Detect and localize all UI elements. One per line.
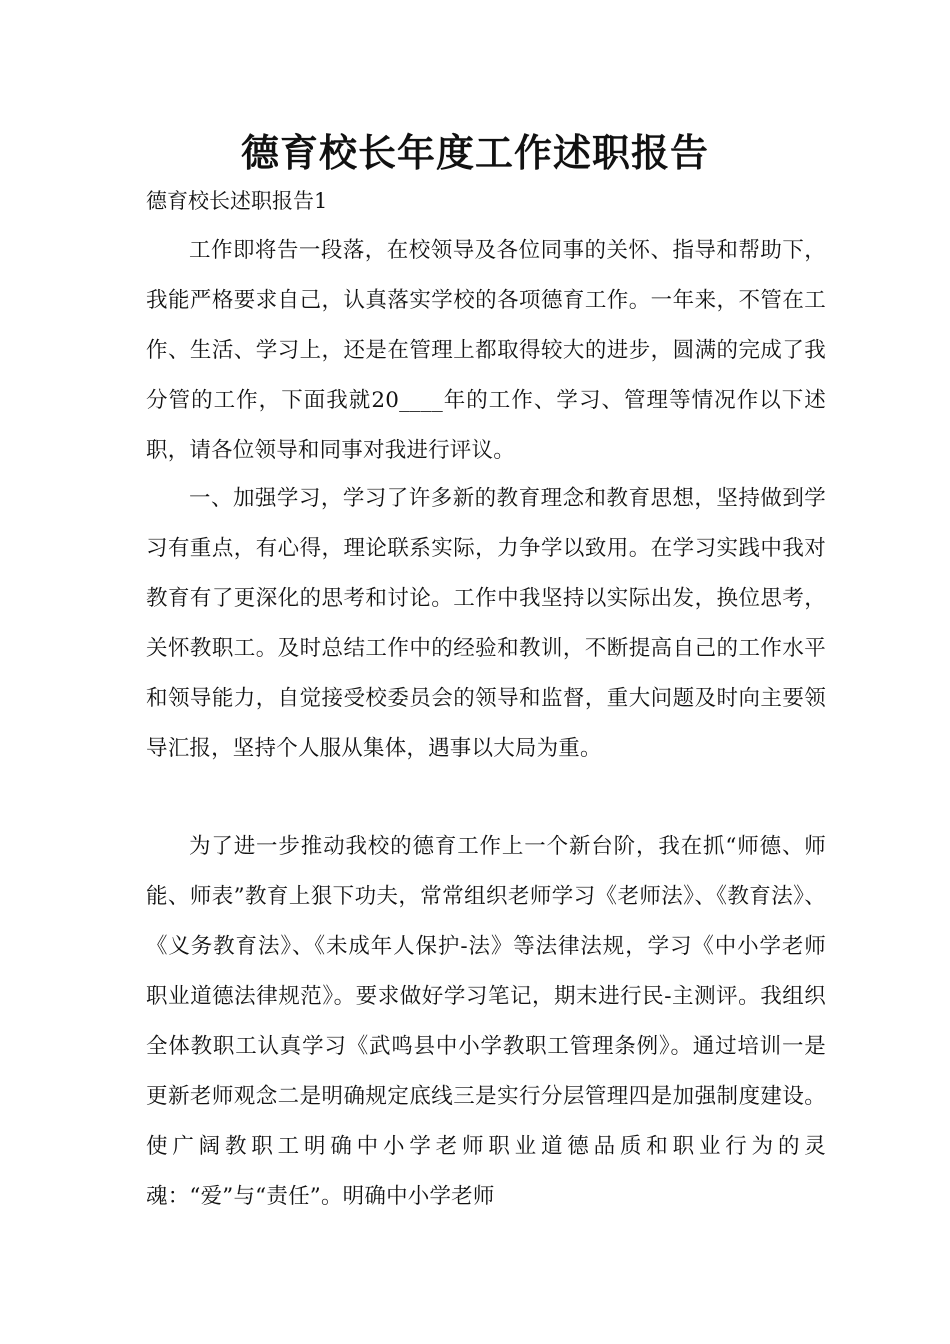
paragraph-intro: 工作即将告一段落，在校领导及各位同事的关怀、指导和帮助下，我能严格要求自己，认真落实学校的各项德育工作。一年来，不管在工作、生活、学习上，还是在管理上都取得较大的进步，圆满的完成了我分管的工作，下面我就20____年的工作、学习、管理等情况作以下述职，请各位领导和同事对我进行评议。 — [146, 238, 826, 463]
document-title: 德育校长年度工作述职报告 — [240, 131, 709, 175]
paragraph-study: 一、加强学习，学习了许多新的教育理念和教育思想，坚持做到学习有重点，有心得，理论联系实际，力争学以致用。在学习实践中我对教育有了更深化的思考和讨论。工作中我坚持以实际出发，换位思考，关怀教职工。及时总结工作中的经验和教训，不断提高自己的工作水平和领导能力，自觉接受校委员会的领导和监督，重大问题及时向主要领导汇报，坚持个人服从集体，遇事以大局为重。 — [146, 486, 826, 761]
document-subtitle: 德育校长述职报告1 — [146, 189, 328, 213]
paragraph-ethics: 为了进一步推动我校的德育工作上一个新台阶，我在抓“师德、师能、师表”教育上狠下功夫，常常组织老师学习《老师法》、《教育法》、《义务教育法》、《未成年人保护-法》等法律法规，学习《中小学老师职业道德法律规范》。要求做好学习笔记，期末进行民-主测评。我组织全体教职工认真学习《武鸣县中小学教职工管理条例》。通过培训一是更新老师观念二是明确规定底线三是实行分层管理四是加强制度建设。使广阔教职工明确中小学老师职业道德品质和职业行为的灵魂：“爱”与“责任”。明确中小学老师 — [146, 834, 826, 1209]
